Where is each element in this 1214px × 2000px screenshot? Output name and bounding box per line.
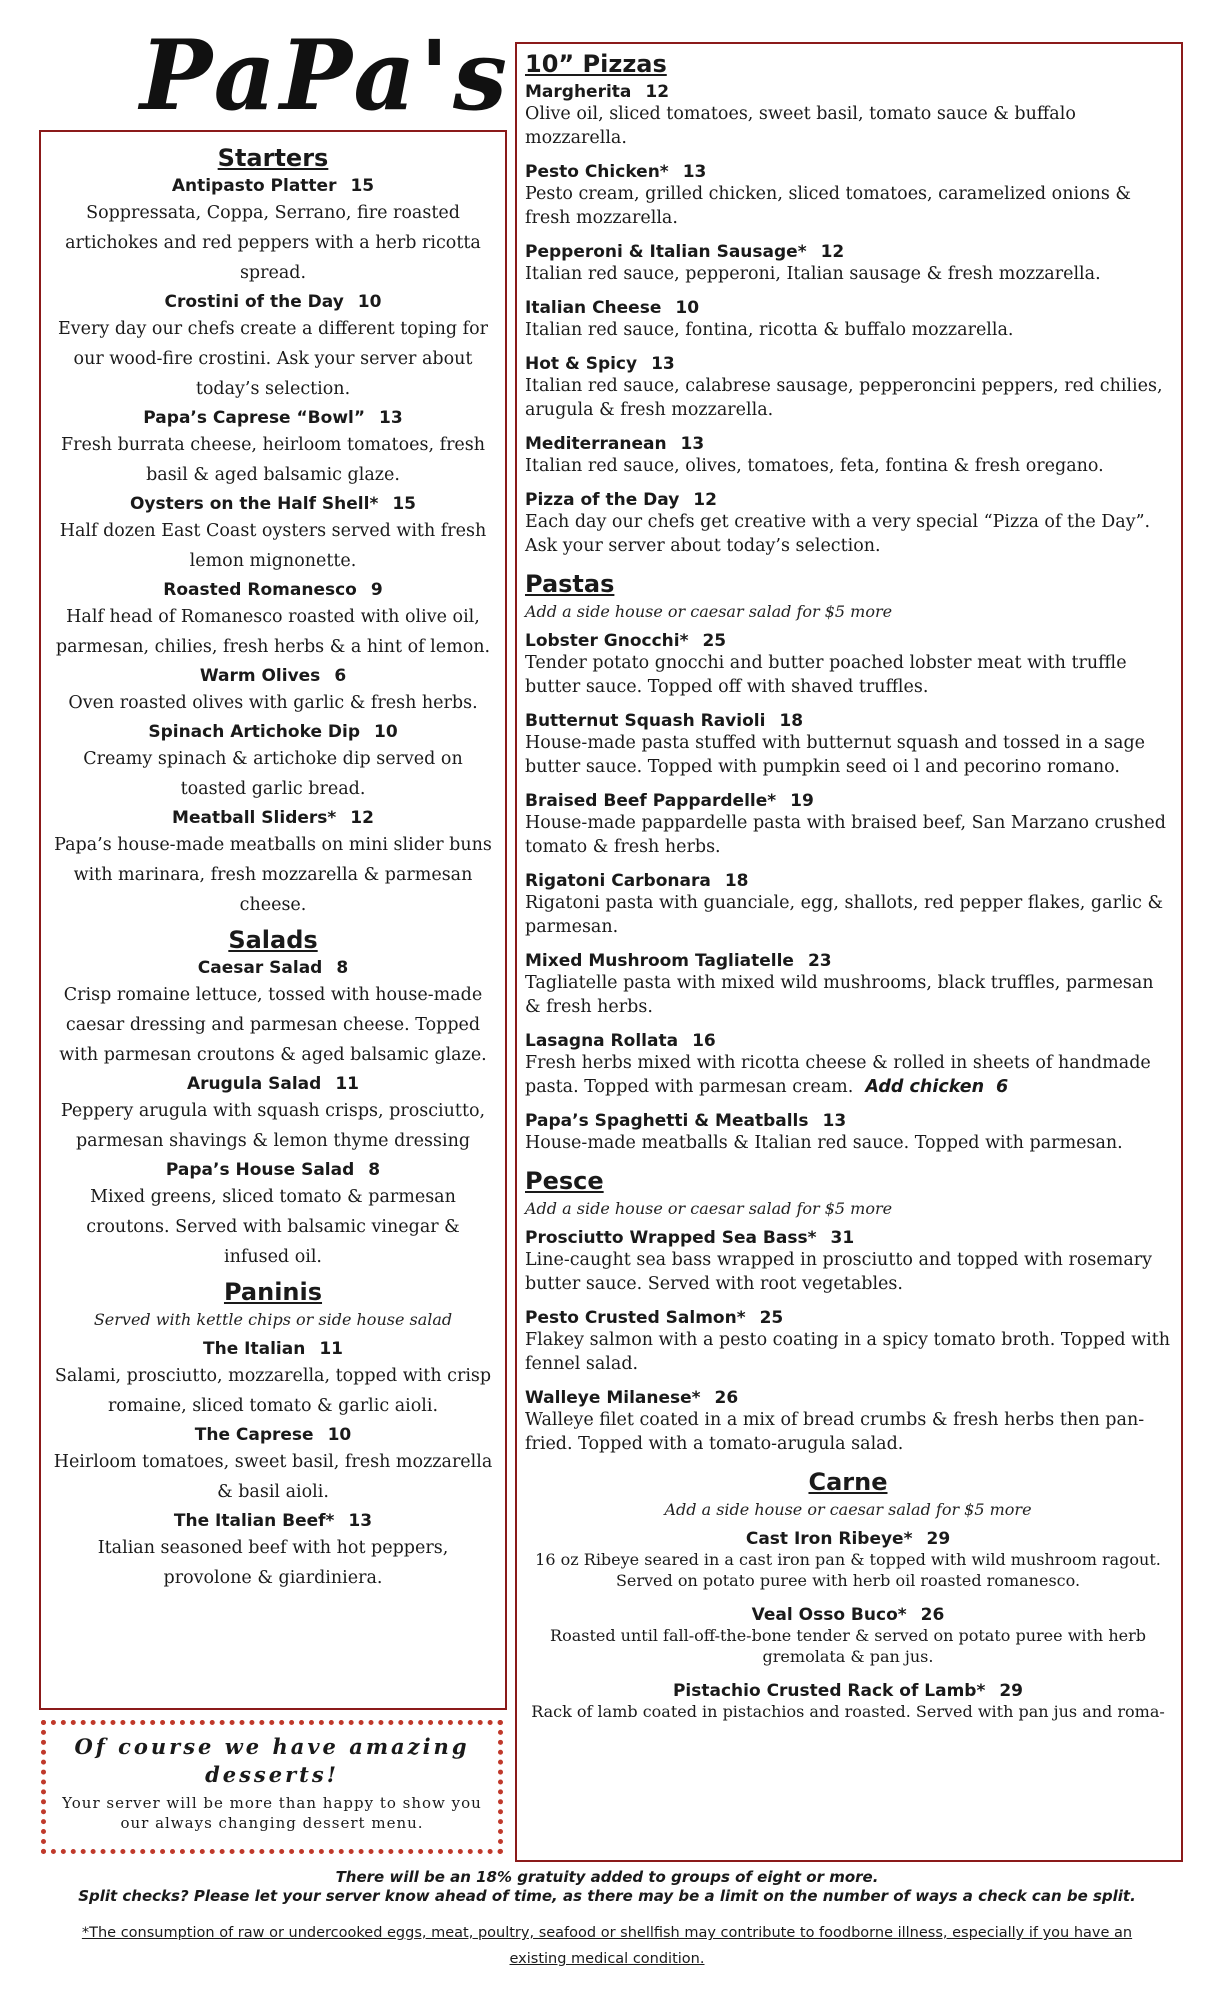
item-description xyxy=(525,262,1171,286)
pastas-note: Add a side house or caesar salad for $5 more xyxy=(525,602,893,621)
item-price: 13 xyxy=(822,1111,847,1131)
item-description xyxy=(525,971,1171,1019)
pizzas-item xyxy=(525,434,1171,478)
item-name xyxy=(47,1074,499,1094)
item-title: Veal Osso Buco* xyxy=(751,1605,907,1625)
salads-item xyxy=(47,958,499,1070)
starters-item xyxy=(47,494,499,576)
item-description-text: Line-caught sea bass wrapped in prosciutto and topped with rosemary butter sauce. Served with root vegetables. xyxy=(525,1250,1153,1294)
item-name xyxy=(525,1031,1171,1051)
item-price: 13 xyxy=(682,162,707,182)
item-title: Caesar Salad xyxy=(197,958,323,978)
item-title: Braised Beef Pappardelle* xyxy=(525,791,777,811)
item-price: 13 xyxy=(680,434,705,454)
carne-title: Carne xyxy=(808,1468,888,1496)
item-title: Mediterranean xyxy=(525,434,667,454)
item-description-text: Mixed greens, sliced tomato & parmesan croutons. Served with balsamic vinegar & infused oil. xyxy=(86,1187,460,1267)
item-title: Prosciutto Wrapped Sea Bass* xyxy=(525,1228,817,1248)
item-name xyxy=(47,408,499,428)
item-description-text: Each day our chefs get creative with a very special “Pizza of the Day”. Ask your server about today’s selection. xyxy=(525,512,1151,556)
item-addon xyxy=(865,1077,1008,1097)
item-title: Lasagna Rollata xyxy=(525,1031,679,1051)
starters-item xyxy=(47,176,499,288)
starters-title: Starters xyxy=(217,144,329,172)
item-description-text: Fresh burrata cheese, heirloom tomatoes, fresh basil & aged balsamic glaze. xyxy=(60,435,486,485)
item-title: Papa’s Spaghetti & Meatballs xyxy=(525,1111,809,1131)
starters-item xyxy=(47,666,499,718)
item-name xyxy=(47,808,499,828)
pizzas-item xyxy=(525,242,1171,286)
item-name xyxy=(525,951,1171,971)
item-price: 23 xyxy=(807,951,832,971)
item-price: 12 xyxy=(693,490,717,510)
item-name xyxy=(525,1308,1171,1328)
pizzas-item xyxy=(525,490,1171,558)
item-name xyxy=(525,490,1171,510)
item-price: 15 xyxy=(392,494,417,514)
pizzas-item xyxy=(525,162,1171,230)
item-title: The Italian xyxy=(203,1339,306,1359)
item-name xyxy=(47,176,499,196)
item-price: 13 xyxy=(348,1511,373,1531)
item-description-text: Olive oil, sliced tomatoes, sweet basil, tomato sauce & buffalo mozzarella. xyxy=(525,104,1076,148)
pastas-item xyxy=(525,1031,1171,1099)
item-name xyxy=(525,1681,1171,1701)
item-description xyxy=(53,198,493,288)
item-price: 10 xyxy=(357,292,382,312)
paninis-note: Served with kettle chips or side house salad xyxy=(93,1310,453,1329)
starters-list xyxy=(47,176,499,920)
item-title: Warm Olives xyxy=(199,666,321,686)
pizzas-title: 10” Pizzas xyxy=(525,50,667,78)
item-description xyxy=(525,731,1171,779)
restaurant-logo: PaPa's xyxy=(140,19,512,132)
item-description xyxy=(525,1248,1171,1296)
item-name xyxy=(525,871,1171,891)
pastas-item xyxy=(525,871,1171,939)
item-name xyxy=(525,434,1171,454)
salads-title: Salads xyxy=(228,926,318,954)
item-title: Italian Cheese xyxy=(525,298,662,318)
starters-item xyxy=(47,722,499,804)
item-price: 9 xyxy=(370,580,383,600)
item-description-text: Half dozen East Coast oysters served with fresh lemon mignonette. xyxy=(59,521,487,571)
item-title: Lobster Gnocchi* xyxy=(525,631,689,651)
dessert-text: Your server will be more than happy to show you our always changing dessert menu. xyxy=(62,1794,482,1832)
item-price: 25 xyxy=(759,1308,784,1328)
pastas-item xyxy=(525,951,1171,1019)
split-check-notice: Split checks? Please let your server know ahead of time, as there may be a limit on the number of ways a check can be split. xyxy=(78,1887,1136,1905)
item-name xyxy=(525,1228,1171,1248)
pastas-item xyxy=(525,1111,1171,1155)
salads-item xyxy=(47,1160,499,1272)
item-description-text: Peppery arugula with squash crisps, prosciutto, parmesan shavings & lemon thyme dressing xyxy=(60,1101,486,1151)
item-price: 10 xyxy=(675,298,700,318)
dessert-title: Of course we have amazing desserts! xyxy=(74,1734,470,1787)
item-name xyxy=(47,292,499,312)
item-description xyxy=(53,1361,493,1421)
item-price: 8 xyxy=(368,1160,381,1180)
item-description xyxy=(53,688,493,718)
item-name xyxy=(525,711,1171,731)
item-description-text: House-made meatballs & Italian red sauce. Topped with parmesan. xyxy=(525,1133,1123,1153)
carne-list xyxy=(525,1529,1171,1722)
footer xyxy=(0,1868,1214,1972)
item-price: 6 xyxy=(334,666,347,686)
pastas-title: Pastas xyxy=(525,570,615,598)
item-description-text: Walleye filet coated in a mix of bread crumbs & fresh herbs then pan-fried. Topped with a tomato-arugula salad. xyxy=(525,1410,1145,1454)
item-description xyxy=(53,1182,493,1272)
item-description-text: Italian red sauce, olives, tomatoes, feta, fontina & fresh oregano. xyxy=(525,456,1104,476)
item-price: 12 xyxy=(645,82,670,102)
item-description-text: Creamy spinach & artichoke dip served on toasted garlic bread. xyxy=(83,749,463,799)
item-description-text: Italian red sauce, calabrese sausage, pepperoncini peppers, red chilies, arugula & fresh mozzarella. xyxy=(525,376,1163,420)
item-description xyxy=(53,1533,493,1593)
item-name xyxy=(47,1511,499,1531)
carne-note: Add a side house or caesar salad for $5 more xyxy=(664,1500,1032,1519)
item-name xyxy=(525,162,1171,182)
item-description xyxy=(53,744,493,804)
item-description-text: Tender potato gnocchi and butter poached lobster meat with truffle butter sauce. Topped off with shaved truffles. xyxy=(525,653,1127,697)
item-name xyxy=(525,1605,1171,1625)
item-price: 12 xyxy=(350,808,374,828)
item-description xyxy=(525,1625,1171,1667)
item-description xyxy=(53,1096,493,1156)
carne-item xyxy=(525,1605,1171,1667)
item-price: 13 xyxy=(379,408,403,428)
item-description-text: Tagliatelle pasta with mixed wild mushrooms, black truffles, parmesan & fresh herbs. xyxy=(525,973,1154,1017)
item-description xyxy=(525,182,1171,230)
item-description-text: Flakey salmon with a pesto coating in a spicy tomato broth. Topped with fennel salad. xyxy=(525,1330,1171,1374)
pesce-item xyxy=(525,1308,1171,1376)
item-description xyxy=(53,516,493,576)
item-description-text: Italian seasoned beef with hot peppers, provolone & giardiniera. xyxy=(97,1538,449,1588)
item-price: 10 xyxy=(327,1425,352,1445)
item-title: Pistachio Crusted Rack of Lamb* xyxy=(672,1681,986,1701)
item-title: Butternut Squash Ravioli xyxy=(525,711,766,731)
item-title: Cast Iron Ribeye* xyxy=(745,1529,913,1549)
item-name xyxy=(525,354,1171,374)
item-description xyxy=(525,1131,1171,1155)
item-description-text: Soppressata, Coppa, Serrano, fire roasted artichokes and red peppers with a herb ricotta spread. xyxy=(65,203,481,283)
item-name xyxy=(525,1111,1171,1131)
pesce-list xyxy=(525,1228,1171,1456)
paninis-list xyxy=(47,1339,499,1593)
item-name xyxy=(525,82,1171,102)
item-title: Spinach Artichoke Dip xyxy=(148,722,360,742)
item-price: 10 xyxy=(374,722,398,742)
item-price: 13 xyxy=(651,354,675,374)
left-menu-panel xyxy=(39,130,507,1710)
item-price: 25 xyxy=(702,631,727,651)
salads-list xyxy=(47,958,499,1272)
item-description xyxy=(525,891,1171,939)
item-price: 8 xyxy=(336,958,349,978)
starters-item xyxy=(47,408,499,490)
paninis-item xyxy=(47,1339,499,1421)
item-description xyxy=(53,980,493,1070)
item-description xyxy=(525,651,1171,699)
item-description xyxy=(525,1549,1171,1591)
item-description-text: Heirloom tomatoes, sweet basil, fresh mozzarella & basil aioli. xyxy=(53,1452,493,1502)
item-title: Pizza of the Day xyxy=(525,490,680,510)
item-description xyxy=(53,314,493,404)
item-price: 18 xyxy=(724,871,749,891)
item-name xyxy=(525,791,1171,811)
item-title: Pepperoni & Italian Sausage* xyxy=(525,242,807,262)
pizzas-item xyxy=(525,354,1171,422)
item-description-text: Fresh herbs mixed with ricotta cheese & rolled in sheets of handmade pasta. Topped with parmesan cream. xyxy=(525,1053,1151,1097)
pizzas-item xyxy=(525,82,1171,150)
item-title: Oysters on the Half Shell* xyxy=(129,494,379,514)
item-title: Walleye Milanese* xyxy=(525,1388,701,1408)
item-name xyxy=(525,631,1171,651)
item-price: 16 xyxy=(692,1031,716,1051)
item-description-text: Salami, prosciutto, mozzarella, topped with crisp romaine, sliced tomato & garlic aioli. xyxy=(54,1366,492,1416)
item-description xyxy=(525,454,1171,478)
item-price: 29 xyxy=(926,1529,951,1549)
pastas-item xyxy=(525,631,1171,699)
item-title: Papa’s Caprese “Bowl” xyxy=(143,408,366,428)
pesce-note: Add a side house or caesar salad for $5 more xyxy=(525,1199,893,1218)
item-description xyxy=(53,830,493,920)
item-description xyxy=(525,1051,1171,1099)
item-description-text: Pesto cream, grilled chicken, sliced tomatoes, caramelized onions & fresh mozzarella. xyxy=(525,184,1132,228)
item-title: Antipasto Platter xyxy=(171,176,337,196)
item-title: Margherita xyxy=(525,82,632,102)
item-name xyxy=(47,494,499,514)
pizzas-item xyxy=(525,298,1171,342)
item-description-text: House-made pappardelle pasta with braised beef, San Marzano crushed tomato & fresh herbs. xyxy=(525,813,1166,857)
item-title: Crostini of the Day xyxy=(164,292,344,312)
item-price: 11 xyxy=(319,1339,343,1359)
item-description xyxy=(525,1328,1171,1376)
item-description xyxy=(53,602,493,662)
paninis-title: Paninis xyxy=(223,1278,323,1306)
item-addon-price: 6 xyxy=(996,1077,1009,1097)
pizzas-list xyxy=(525,82,1171,558)
item-title: The Caprese xyxy=(194,1425,314,1445)
item-price: 15 xyxy=(350,176,375,196)
item-name xyxy=(47,958,499,978)
pastas-list xyxy=(525,631,1171,1155)
pesce-item xyxy=(525,1388,1171,1456)
item-title: Pesto Crusted Salmon* xyxy=(525,1308,746,1328)
item-description-text: 16 oz Ribeye seared in a cast iron pan & topped with wild mushroom ragout. Served on potato puree with herb oil roasted romanesco. xyxy=(535,1550,1161,1590)
starters-item xyxy=(47,808,499,920)
item-description xyxy=(525,1408,1171,1456)
dessert-callout xyxy=(41,1720,503,1854)
pastas-item xyxy=(525,711,1171,779)
carne-item xyxy=(525,1681,1171,1722)
food-safety-disclaimer: *The consumption of raw or undercooked eggs, meat, poultry, seafood or shellfish may contribute to foodborne illness, especially if you have an existing medical condition. xyxy=(81,1925,1133,1967)
item-name xyxy=(525,1529,1171,1549)
item-name xyxy=(47,580,499,600)
item-description xyxy=(525,510,1171,558)
item-title: Arugula Salad xyxy=(187,1074,322,1094)
item-title: Papa’s House Salad xyxy=(165,1160,355,1180)
item-description-text: Every day our chefs create a different toping for our wood-fire crostini. Ask your server about today’s selection. xyxy=(58,319,488,399)
item-title: Roasted Romanesco xyxy=(163,580,357,600)
item-description-text: Crisp romaine lettuce, tossed with house-made caesar dressing and parmesan cheese. Topped with parmesan croutons & aged balsamic glaze. xyxy=(59,985,487,1065)
item-description xyxy=(525,102,1171,150)
item-price: 19 xyxy=(790,791,814,811)
pesce-title: Pesce xyxy=(525,1167,604,1195)
item-description xyxy=(525,318,1171,342)
item-description-text: Papa’s house-made meatballs on mini slider buns with marinara, fresh mozzarella & parmesan cheese. xyxy=(54,835,492,915)
item-description-text: Roasted until fall-off-the-bone tender & served on potato puree with herb gremolata & pan jus. xyxy=(550,1626,1146,1666)
starters-item xyxy=(47,292,499,404)
item-name xyxy=(47,1160,499,1180)
item-name xyxy=(47,1339,499,1359)
item-description-text: Italian red sauce, pepperoni, Italian sausage & fresh mozzarella. xyxy=(525,264,1101,284)
item-addon-label: Add chicken xyxy=(865,1077,985,1097)
item-price: 18 xyxy=(779,711,804,731)
item-price: 26 xyxy=(920,1605,945,1625)
item-title: Pesto Chicken* xyxy=(525,162,669,182)
item-title: The Italian Beef* xyxy=(173,1511,335,1531)
item-title: Mixed Mushroom Tagliatelle xyxy=(525,951,794,971)
carne-item xyxy=(525,1529,1171,1591)
pesce-item xyxy=(525,1228,1171,1296)
right-menu-panel xyxy=(515,42,1183,1862)
item-description xyxy=(525,811,1171,859)
gratuity-notice: There will be an 18% gratuity added to groups of eight or more. xyxy=(335,1868,879,1886)
item-description xyxy=(525,1701,1171,1722)
item-price: 31 xyxy=(830,1228,855,1248)
item-description-text: Oven roasted olives with garlic & fresh herbs. xyxy=(68,693,478,713)
item-description xyxy=(53,1447,493,1507)
item-description-text: Rack of lamb coated in pistachios and roasted. Served with pan jus and roma- xyxy=(531,1702,1165,1721)
item-name xyxy=(525,1388,1171,1408)
paninis-item xyxy=(47,1425,499,1507)
item-title: Rigatoni Carbonara xyxy=(525,871,711,891)
item-price: 26 xyxy=(714,1388,739,1408)
salads-item xyxy=(47,1074,499,1156)
item-name xyxy=(47,1425,499,1445)
item-price: 12 xyxy=(820,242,845,262)
item-name xyxy=(47,666,499,686)
item-price: 29 xyxy=(999,1681,1024,1701)
item-title: Meatball Sliders* xyxy=(172,808,337,828)
item-description-text: Italian red sauce, fontina, ricotta & buffalo mozzarella. xyxy=(525,320,1014,340)
item-description-text: House-made pasta stuffed with butternut squash and tossed in a sage butter sauce. Topped with pumpkin seed oi l and pecorino romano. xyxy=(525,733,1146,777)
item-description-text: Half head of Romanesco roasted with olive oil, parmesan, chilies, fresh herbs & a hint of lemon. xyxy=(55,607,491,657)
item-name xyxy=(525,298,1171,318)
item-description xyxy=(53,430,493,490)
paninis-item xyxy=(47,1511,499,1593)
item-name xyxy=(525,242,1171,262)
pastas-item xyxy=(525,791,1171,859)
item-title: Hot & Spicy xyxy=(525,354,638,374)
item-name xyxy=(47,722,499,742)
starters-item xyxy=(47,580,499,662)
item-description xyxy=(525,374,1171,422)
item-price: 11 xyxy=(335,1074,359,1094)
item-description-text: Rigatoni pasta with guanciale, egg, shallots, red pepper flakes, garlic & parmesan. xyxy=(525,893,1164,937)
